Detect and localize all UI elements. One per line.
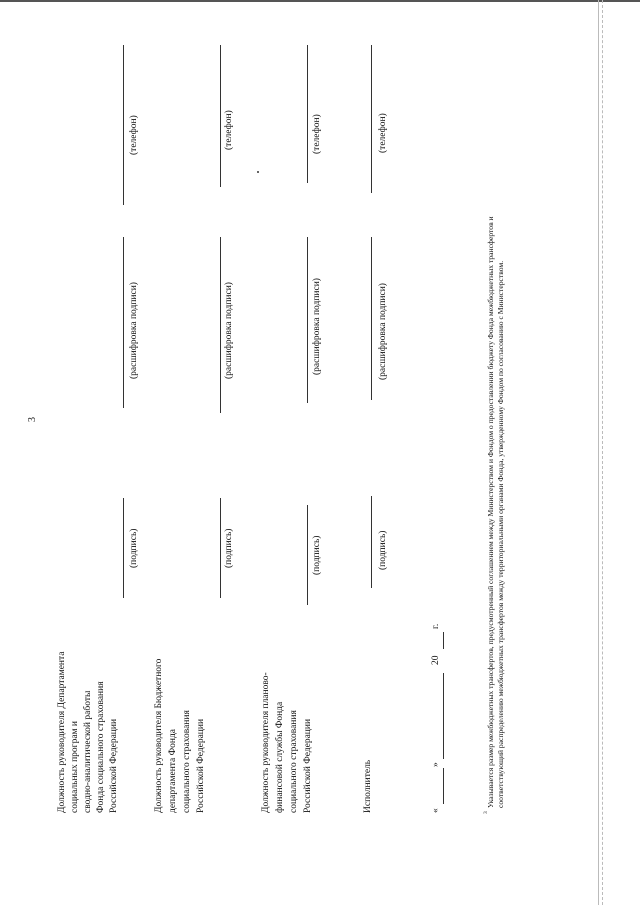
signature-line-4 (371, 496, 372, 588)
signature-caption-3: (подпись) (312, 535, 322, 575)
position-3-line-3: социального страхования (289, 710, 299, 813)
signature-caption-2: (подпись) (224, 528, 234, 568)
position-4-line-1: Исполнитель (363, 759, 373, 813)
position-2-line-2: департамента Фонда (168, 728, 178, 813)
signature-line-3 (307, 505, 308, 605)
signature-caption-4: (подпись) (378, 530, 388, 570)
position-1-line-4: Фонда социального страхования (96, 681, 106, 813)
position-2-line-1: Должность руководителя Бюджетного (154, 658, 164, 813)
decoding-line-4 (371, 237, 372, 400)
date-close-quote: » (431, 762, 441, 767)
decoding-caption-3: (расшифровка подписи) (312, 278, 322, 375)
decoding-line-3 (307, 237, 308, 403)
page-number: 3 (27, 417, 38, 422)
footnote-marker: 3 (483, 811, 489, 814)
date-year-blank[interactable] (443, 632, 444, 649)
decoding-caption-4: (расшифровка подписи) (378, 283, 388, 380)
position-3-line-2: финансовой службы Фонда (275, 701, 285, 813)
decoding-caption-2: (расшифровка подписи) (224, 282, 234, 379)
position-2-line-3: социального страхования (182, 710, 192, 813)
footnote-line-1: Указывается размер межбюджетных трансфертов, предусмотренный соглашением между Министерством и Фондом о предоставлении бюджету Фонда межбюджетных трансфертов и (486, 216, 495, 808)
phone-line-2 (220, 45, 221, 187)
decoding-line-2 (220, 237, 221, 413)
phone-line-1 (123, 45, 124, 205)
phone-caption-4: (телефон) (378, 113, 388, 153)
decoding-caption-1: (расшифровка подписи) (129, 282, 139, 379)
position-1-line-1: Должность руководителя Департамента (57, 651, 67, 813)
position-1-line-5: Российской Федерации (109, 718, 119, 813)
footnote-line-2: соответствующий распределению межбюджетных трансфертов между территориальными органами Фонда, утвержденному Фондом по согласованию с Министерством. (496, 260, 505, 808)
phone-line-3 (307, 45, 308, 183)
signature-line-1 (123, 498, 124, 598)
position-3-line-4: Российской Федерации (303, 718, 313, 813)
decoding-line-1 (123, 237, 124, 408)
phone-caption-2: (телефон) (224, 110, 234, 150)
position-2-line-4: Российской Федерации (196, 718, 206, 813)
position-1-line-3: сводно-аналитической работы (83, 690, 93, 813)
date-day-blank[interactable] (443, 768, 444, 804)
date-year-suffix: г. (431, 623, 441, 629)
position-3-line-1: Должность руководителя планово- (261, 672, 271, 813)
phone-caption-1: (телефон) (129, 115, 139, 155)
date-year-prefix: 20 (431, 655, 441, 665)
date-month-blank[interactable] (443, 673, 444, 759)
phone-line-4 (371, 45, 372, 193)
position-1-line-2: социальных програм и (70, 720, 80, 813)
signature-caption-1: (подпись) (129, 528, 139, 568)
date-open-quote: « (431, 808, 441, 813)
phone-caption-3: (телефон) (312, 114, 322, 154)
signature-line-2 (220, 498, 221, 598)
